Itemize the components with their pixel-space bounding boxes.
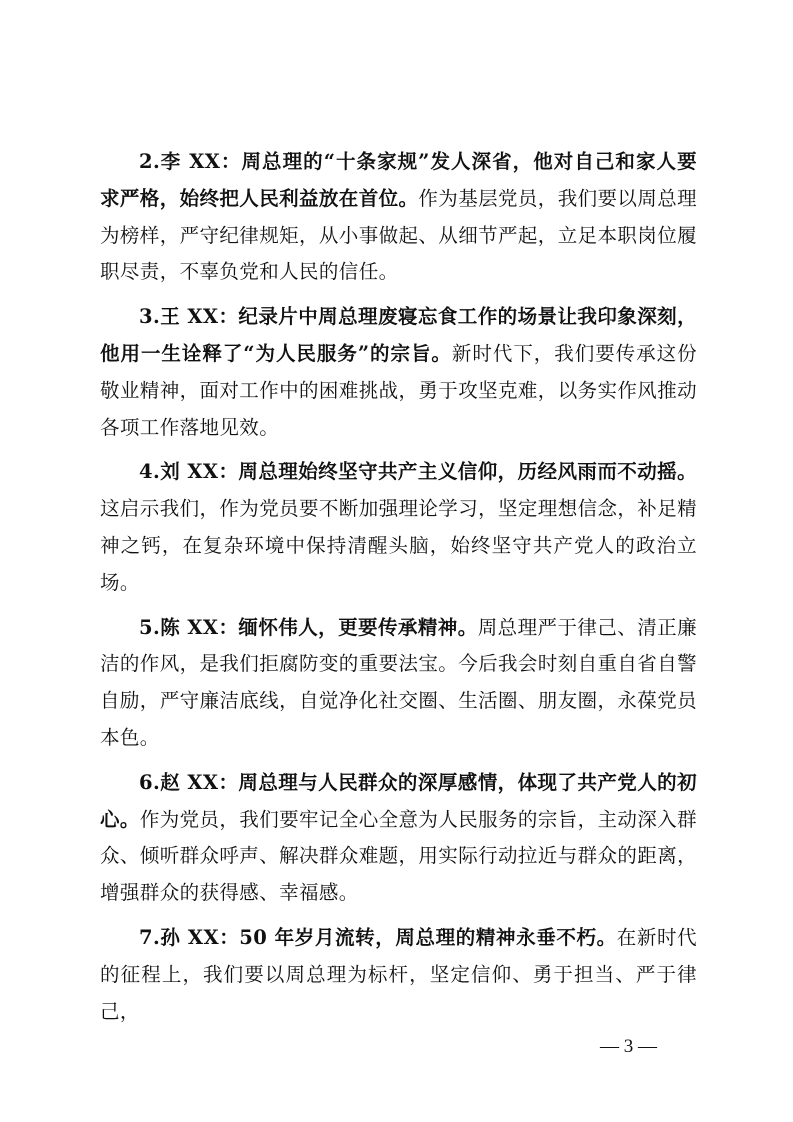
paragraph-lead: 3.王 XX：纪录片中周总理废寝忘食工作的场景让我印象深刻，他用一生诠释了“为人民服务”的宗旨。 (100, 305, 697, 365)
paragraph-text: 新时代下，我们要传承这份敬业精神，面对工作中的困难挑战，勇于攻坚克难，以务实作风推动各项工作落地见效。 (100, 341, 698, 439)
paragraph-2 (100, 144, 697, 291)
paragraph-lead: 5.陈 XX：缅怀伟人，更要传承精神。 (139, 615, 478, 639)
paragraph-text: 作为党员，我们要牢记全心全意为人民服务的宗旨，主动深入群众、倾听群众呼声、解决群众难题，用实际行动拉近与群众的距离，增强群众的获得感、幸福感。 (100, 807, 698, 905)
paragraph-text: 这启示我们，作为党员要不断加强理论学习，坚定理想信念，补足精神之钙，在复杂环境中保持清醒头脑，始终坚守共产党人的政治立场。 (100, 497, 698, 594)
paragraph-7 (100, 920, 697, 1030)
paragraph-lead: 2.李 XX：周总理的“十条家规”发人深省，他对自己和家人要求严格，始终把人民利益放在首位。 (100, 150, 697, 210)
paragraph-5 (100, 610, 697, 757)
paragraph-lead: 7.孙 XX：50 年岁月流转，周总理的精神永垂不朽。 (139, 925, 617, 949)
paragraph-lead: 4.刘 XX：周总理始终坚守共产主义信仰，历经风雨而不动摇。 (139, 460, 697, 484)
paragraph-text: 作为基层党员，我们要以周总理为榜样，严守纪律规矩，从小事做起、从细节严起，立足本职岗位履职尽责，不辜负党和人民的信任。 (100, 186, 698, 284)
paragraph-4 (100, 454, 697, 601)
paragraph-6 (100, 765, 697, 912)
paragraph-text: 在新时代的征程上，我们要以周总理为标杆，坚定信仰、勇于担当、严于律己， (100, 925, 697, 1023)
paragraph-lead: 6.赵 XX：周总理与人民群众的深厚感情，体现了共产党人的初心。 (100, 770, 697, 831)
page-number: — 3 — (600, 1036, 657, 1057)
document-body (100, 144, 697, 1038)
paragraph-3 (100, 299, 697, 446)
paragraph-text: 周总理严于律己、清正廉洁的作风，是我们拒腐防变的重要法宝。今后我会时刻自重自省自警自励，严守廉洁底线，自觉净化社交圈、生活圈、朋友圈，永葆党员本色。 (100, 615, 698, 749)
